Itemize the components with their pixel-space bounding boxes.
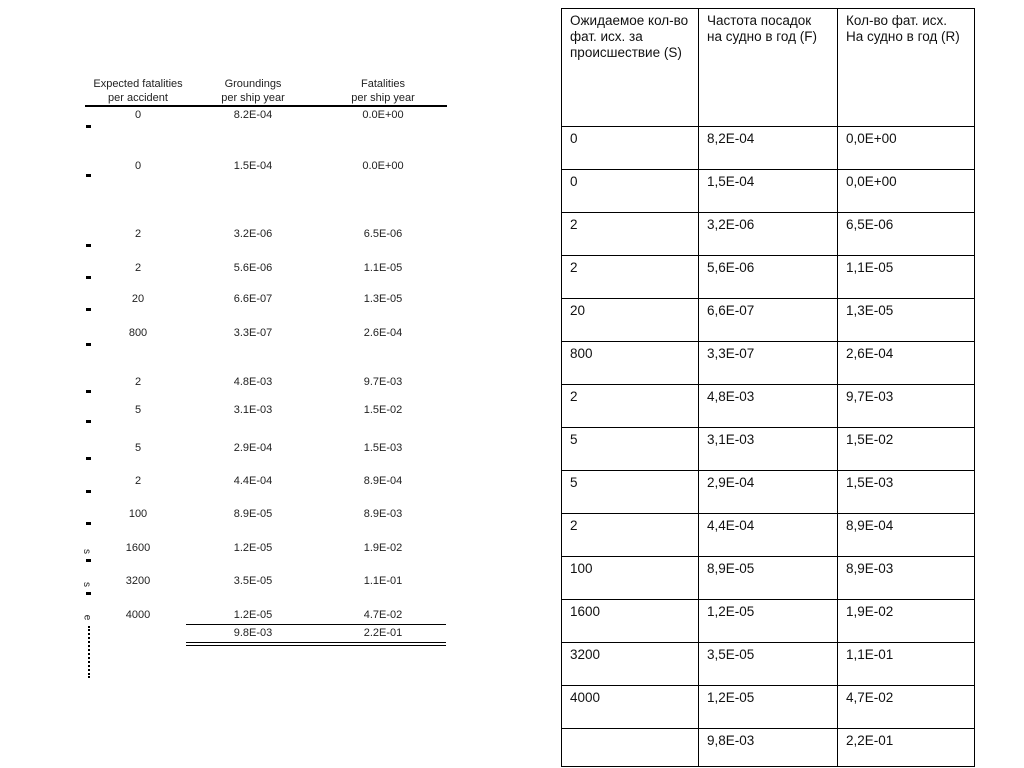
table-cell: 2 xyxy=(562,213,699,256)
table-cell: 9,7E-03 xyxy=(838,385,975,428)
left-cell: 1.1E-05 xyxy=(363,262,403,274)
left-cell: 8.9E-03 xyxy=(363,508,403,520)
table-cell: 0,0E+00 xyxy=(838,170,975,213)
table-cell: 2,9E-04 xyxy=(699,471,838,514)
left-header-text: Groundings xyxy=(224,78,282,90)
left-cell: 5.6E-06 xyxy=(233,262,273,274)
table-cell: 1,1E-05 xyxy=(838,256,975,299)
table-cell: 0 xyxy=(562,170,699,213)
left-header-text: per ship year xyxy=(221,92,285,104)
bracket xyxy=(88,626,92,678)
left-cell: 5 xyxy=(134,442,142,454)
table-cell: 0,0E+00 xyxy=(838,127,975,170)
left-total: 2.2E-01 xyxy=(363,627,403,639)
table-cell: 800 xyxy=(562,342,699,385)
left-total: 9.8E-03 xyxy=(233,627,273,639)
left-cell: 3.3E-07 xyxy=(233,327,273,339)
left-cell: 0 xyxy=(134,109,142,121)
left-cell: 9.7E-03 xyxy=(363,376,403,388)
table-cell: 1,5E-04 xyxy=(699,170,838,213)
table-cell: 3,5E-05 xyxy=(699,643,838,686)
table-cell: 5 xyxy=(562,471,699,514)
left-cell: 0.0E+00 xyxy=(362,160,404,172)
left-header-text: per ship year xyxy=(351,92,415,104)
edge-mark xyxy=(86,490,91,493)
table-row xyxy=(562,643,975,686)
left-header-text: per accident xyxy=(108,92,168,104)
left-cell: 4.8E-03 xyxy=(233,376,273,388)
table-cell: Ожидаемое кол-во фат. исх. за происшествие (S) xyxy=(562,9,699,127)
left-cell: 1.3E-05 xyxy=(363,293,403,305)
left-cell: 4000 xyxy=(125,609,151,621)
table-row xyxy=(562,170,975,213)
table-cell: 2,2E-01 xyxy=(838,729,975,767)
table-cell: 1600 xyxy=(562,600,699,643)
left-cell: 2.9E-04 xyxy=(233,442,273,454)
table-cell: 1,5E-02 xyxy=(838,428,975,471)
total-rule xyxy=(186,624,446,625)
table-cell: 1,3E-05 xyxy=(838,299,975,342)
edge-mark xyxy=(86,390,91,393)
edge-mark xyxy=(86,522,91,525)
left-cell: 1.2E-05 xyxy=(233,542,273,554)
table-row xyxy=(562,213,975,256)
left-cell: 1.1E-01 xyxy=(363,575,403,587)
left-cell: 4.7E-02 xyxy=(363,609,403,621)
table-row xyxy=(562,686,975,729)
left-cell: 1.2E-05 xyxy=(233,609,273,621)
left-cell: 2 xyxy=(134,262,142,274)
table-cell: 3200 xyxy=(562,643,699,686)
left-cell: 3.5E-05 xyxy=(233,575,273,587)
left-cell: 3200 xyxy=(125,575,151,587)
edge-mark xyxy=(86,174,91,177)
left-cell: 2 xyxy=(134,475,142,487)
left-cell: 0.0E+00 xyxy=(362,109,404,121)
table-cell: 3,2E-06 xyxy=(699,213,838,256)
table-row xyxy=(562,127,975,170)
clipped-text: e xyxy=(81,614,93,621)
left-cell: 2 xyxy=(134,228,142,240)
left-cell: 6.5E-06 xyxy=(363,228,403,240)
table-cell: 20 xyxy=(562,299,699,342)
table-cell: 2 xyxy=(562,256,699,299)
left-cell: 2.6E-04 xyxy=(363,327,403,339)
edge-mark xyxy=(86,592,91,595)
table-cell: 4,4E-04 xyxy=(699,514,838,557)
left-cell: 4.4E-04 xyxy=(233,475,273,487)
table-row xyxy=(562,600,975,643)
table-cell: 1,2E-05 xyxy=(699,686,838,729)
table-row xyxy=(562,299,975,342)
table-cell: 2 xyxy=(562,514,699,557)
table-row xyxy=(562,557,975,600)
edge-mark xyxy=(86,308,91,311)
table-cell: 0 xyxy=(562,127,699,170)
left-cell: 800 xyxy=(128,327,148,339)
table-row xyxy=(562,9,975,127)
table-cell: 4000 xyxy=(562,686,699,729)
russian-table xyxy=(561,8,975,767)
table-cell: 6,6E-07 xyxy=(699,299,838,342)
table-row xyxy=(562,428,975,471)
left-cell: 6.6E-07 xyxy=(233,293,273,305)
table-row xyxy=(562,385,975,428)
edge-mark xyxy=(86,244,91,247)
table-cell: 5 xyxy=(562,428,699,471)
left-cell: 2 xyxy=(134,376,142,388)
table-cell: 4,8E-03 xyxy=(699,385,838,428)
table-row xyxy=(562,256,975,299)
edge-mark xyxy=(86,343,91,346)
left-cell: 1.5E-03 xyxy=(363,442,403,454)
table-cell: 8,9E-04 xyxy=(838,514,975,557)
table-cell: 2 xyxy=(562,385,699,428)
left-cell: 20 xyxy=(131,293,145,305)
edge-mark xyxy=(86,559,91,562)
table-cell xyxy=(562,729,699,767)
left-cell: 8.2E-04 xyxy=(233,109,273,121)
table-cell: 3,1E-03 xyxy=(699,428,838,471)
left-cell: 1.9E-02 xyxy=(363,542,403,554)
table-row xyxy=(562,471,975,514)
edge-mark xyxy=(86,420,91,423)
left-header-text: Fatalities xyxy=(360,78,406,90)
table-cell: 8,9E-05 xyxy=(699,557,838,600)
table-cell: 3,3E-07 xyxy=(699,342,838,385)
table-cell: 1,1E-01 xyxy=(838,643,975,686)
table-row xyxy=(562,514,975,557)
table-cell: 8,9E-03 xyxy=(838,557,975,600)
left-cell: 3.2E-06 xyxy=(233,228,273,240)
left-cell: 1.5E-04 xyxy=(233,160,273,172)
edge-mark xyxy=(86,457,91,460)
left-cell: 1600 xyxy=(125,542,151,554)
clipped-text: s xyxy=(81,549,92,554)
clipped-text: s xyxy=(81,582,92,587)
left-cell: 3.1E-03 xyxy=(233,404,273,416)
table-cell: 4,7E-02 xyxy=(838,686,975,729)
table-cell: 1,2E-05 xyxy=(699,600,838,643)
double-rule xyxy=(186,642,446,643)
table-cell: 5,6E-06 xyxy=(699,256,838,299)
header-rule xyxy=(85,105,447,107)
table-cell: Кол-во фат. исх. На судно в год (R) xyxy=(838,9,975,127)
left-cell: 1.5E-02 xyxy=(363,404,403,416)
table-cell: 2,6E-04 xyxy=(838,342,975,385)
table-row xyxy=(562,729,975,767)
left-cell: 8.9E-05 xyxy=(233,508,273,520)
table-cell: 8,2E-04 xyxy=(699,127,838,170)
table-row xyxy=(562,342,975,385)
table-cell: 1,5E-03 xyxy=(838,471,975,514)
left-cell: 100 xyxy=(128,508,148,520)
table-cell: 1,9E-02 xyxy=(838,600,975,643)
edge-mark xyxy=(86,125,91,128)
left-cell: 0 xyxy=(134,160,142,172)
table-cell: Частота посадок на судно в год (F) xyxy=(699,9,838,127)
left-cell: 8.9E-04 xyxy=(363,475,403,487)
table-cell: 9,8E-03 xyxy=(699,729,838,767)
table-cell: 6,5E-06 xyxy=(838,213,975,256)
left-header-text: Expected fatalities xyxy=(93,78,183,90)
table-cell: 100 xyxy=(562,557,699,600)
left-cell: 5 xyxy=(134,404,142,416)
double-rule xyxy=(186,645,446,646)
edge-mark xyxy=(86,276,91,279)
